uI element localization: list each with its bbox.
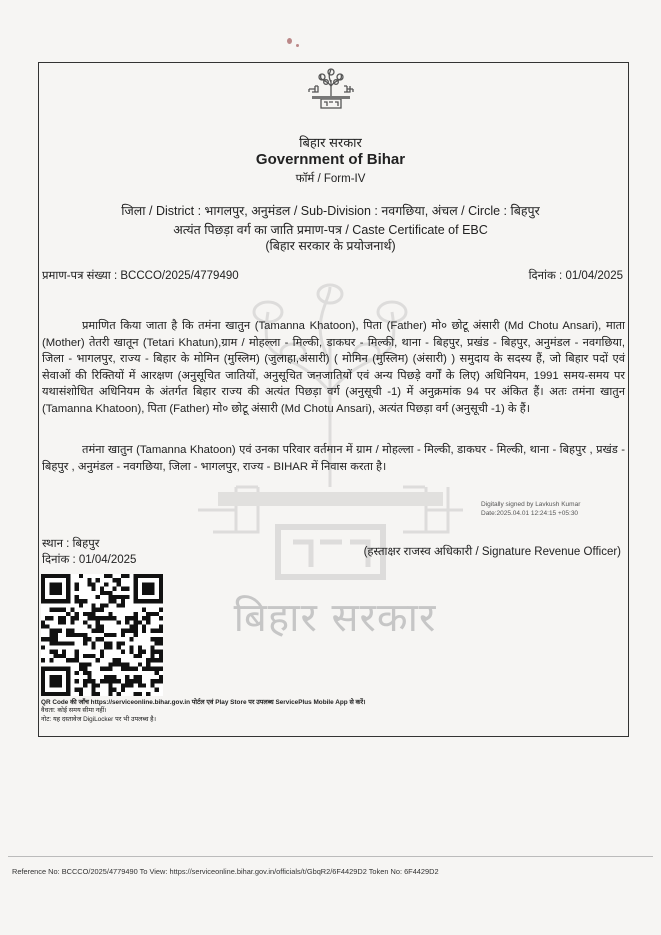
qr-code[interactable] [41,574,163,696]
certificate-number: प्रमाण-पत्र संख्या : BCCCO/2025/4779490 [42,270,239,282]
place-block [42,536,136,568]
bihar-emblem-icon [306,66,356,116]
form-label: फॉर्म / Form-IV [295,173,366,185]
stain-mark [296,44,299,47]
certificate-title: अत्यंत पिछड़ा वर्ग का जाति प्रमाण-पत्र / Caste Certificate of EBC [173,223,488,237]
footer-reference: Reference No: BCCCO/2025/4779490 To View: https://serviceonline.bihar.gov.in/officials/t/GbqR2/6F4429D2 Token No: 6F4429D2 [12,867,439,876]
stain-mark [287,38,292,44]
english-title: Government of Bihar [255,151,406,168]
issue-date: दिनांक : 01/04/2025 [528,270,623,282]
purpose-line: (बिहार सरकार के प्रयोजनार्थ) [265,239,396,253]
place-label: स्थान : बिहपुर [42,538,100,550]
place-date: दिनांक : 01/04/2025 [42,554,137,566]
validity-note: वैधता: कोई समय सीमा नहीं। [41,707,107,714]
watermark-text: बिहार सरकार [233,595,437,641]
digital-signature-date: Date:2025.04.01 12:24:15 +05:30 [481,510,579,517]
signature-label: (हस्ताक्षर राजस्व अधिकारी / Signature Revenue Officer) [363,546,621,558]
digilocker-note: नोट: यह दस्तावेज DigiLocker पर भी उपलब्ध है। [41,716,156,723]
qr-note: QR Code की जाँच https://serviceonline.bihar.gov.in पोर्टल एवं Play Store पर उपलब्ध ServicePlus Mobile App से करें। [41,699,366,706]
digital-signature-name: Digitally signed by Lavkush Kumar [481,501,581,508]
residence-paragraph: तमंना खातुन (Tamanna Khatoon) एवं उनका परिवार वर्तमान में ग्राम / मोहल्ला - मिल्की, डाकघर - मिल्की, थाना - बिहपुर , प्रखंड - बिहपुर , अनुमंडल - नवगछिया, जिला - भागलपुर, राज्य - BIHAR में निवास करता है। [42,444,625,473]
footer-divider [8,856,653,857]
hindi-title: बिहार सरकार [299,135,362,150]
certification-paragraph: प्रमाणित किया जाता है कि तमंना खातुन (Tamanna Khatoon), पिता (Father) मो० छोटू अंसारी (Md Chotu Ansari), माता (Mother) तेतरी खातून (Tetari Khatun),ग्राम / मोहल्ला - मिल्की, डाकघर - मिल्की, थाना - बिहपुर, प्रखंड - बिहपुर, अनुमंडल - नवगछिया, जिला - भागलपुर, राज्य - बिहार के मोमिन (मुस्लिम) (जुलाहा,अंसारी) ( मोमिन (मुस्लिम) (अंसारी) ) समुदाय के सदस्य हैं, जो बिहार पदों एवं सेवाओं की रिक्तियों में आरक्षण (अनुसूचित जातियों, अनुसूचित जनजातियों एवं अन्य पिछड़े वर्गों के लिए) अधिनियम, 1991 समय-समय पर यथासंशोधित अधिनियम के अंतर्गत बिहार राज्य की अत्यंत पिछड़ा वर्ग (अनुसूची -1) में अनुक्रमांक 94 पर अंकित हैं। अतः तमंना खातुन (Tamanna Khatoon), पिता (Father) मो० छोटू अंसारी (Md Chotu Ansari), अत्यंत पिछड़ा वर्ग (अनुसूची -1) के हैं। [42,320,625,415]
digital-signature [481,500,580,518]
location-line: जिला / District : भागलपुर, अनुमंडल / Sub-Division : नवगछिया, अंचल / Circle : बिहपुर [121,204,540,218]
